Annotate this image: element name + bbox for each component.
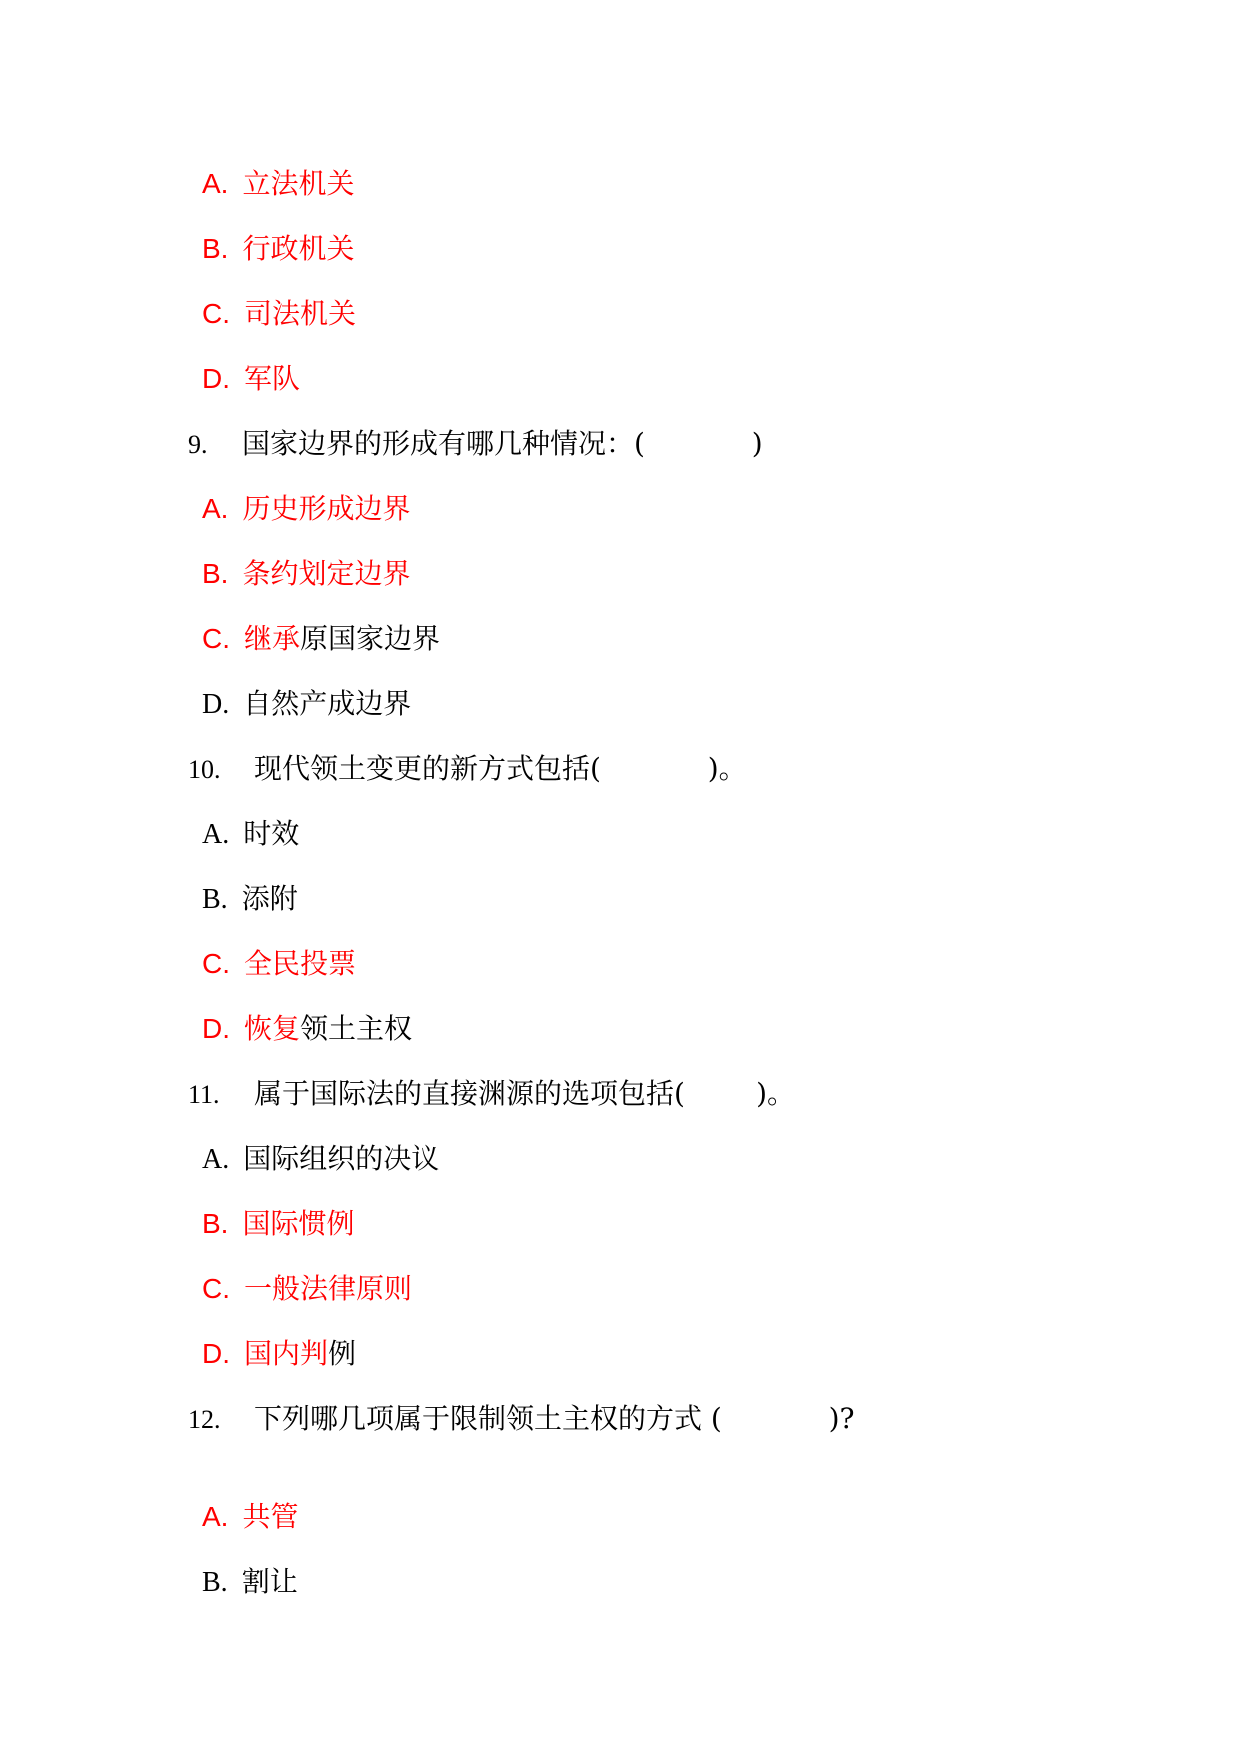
answer-option [202, 882, 298, 915]
highlighted-answer-text: 国际惯例 [242, 1207, 355, 1240]
question-text: 国家边界的形成有哪几种情况：( ) [242, 427, 763, 460]
option-letter: A. [202, 1501, 229, 1532]
question-stem [188, 1402, 855, 1435]
question-text: 现代领土变更的新方式包括( )。 [254, 752, 747, 785]
option-letter: C. [202, 1273, 230, 1304]
question-text: 属于国际法的直接渊源的选项包括( )。 [254, 1077, 796, 1110]
answer-option [202, 167, 355, 200]
answer-option [202, 362, 301, 395]
option-text: 原国家边界 [300, 622, 441, 655]
question-stem [188, 1077, 796, 1110]
option-text: 割让 [241, 1565, 298, 1598]
option-letter: A. [202, 819, 230, 850]
answer-option [202, 557, 411, 590]
option-letter: C. [202, 298, 230, 329]
highlighted-answer-text: 历史形成边界 [242, 492, 411, 525]
option-letter: A. [202, 1144, 230, 1175]
answer-option [202, 1012, 413, 1045]
highlighted-answer-text: 继承 [244, 622, 301, 655]
answer-option [202, 1207, 355, 1240]
option-text: 例 [328, 1337, 357, 1370]
option-letter: B. [202, 1208, 229, 1239]
question-stem [188, 427, 763, 460]
question-number: 12. [188, 1405, 221, 1434]
answer-option [202, 622, 441, 655]
option-letter: D. [202, 689, 230, 720]
highlighted-answer-text: 共管 [242, 1500, 299, 1533]
option-letter: D. [202, 1013, 230, 1044]
option-letter: B. [202, 233, 229, 264]
option-text: 自然产成边界 [243, 687, 412, 720]
option-letter: B. [202, 884, 228, 915]
highlighted-answer-text: 全民投票 [244, 947, 357, 980]
answer-option [202, 492, 411, 525]
answer-option [202, 297, 357, 330]
question-stem [188, 752, 747, 785]
option-text: 时效 [243, 817, 300, 850]
highlighted-answer-text: 军队 [244, 362, 301, 395]
answer-option [202, 1500, 299, 1533]
answer-option [202, 1142, 440, 1175]
option-text: 添附 [241, 882, 298, 915]
highlighted-answer-text: 行政机关 [242, 232, 355, 265]
highlighted-answer-text: 条约划定边界 [242, 557, 411, 590]
answer-option [202, 947, 357, 980]
answer-option [202, 817, 300, 850]
option-letter: B. [202, 558, 229, 589]
option-text: 国际组织的决议 [243, 1142, 440, 1175]
question-number: 9. [188, 430, 208, 459]
highlighted-answer-text: 司法机关 [244, 297, 357, 330]
option-letter: D. [202, 363, 230, 394]
option-letter: A. [202, 493, 229, 524]
option-text: 领土主权 [300, 1012, 413, 1045]
highlighted-answer-text: 恢复 [244, 1012, 301, 1045]
answer-option [202, 232, 355, 265]
option-letter: C. [202, 623, 230, 654]
answer-option [202, 1272, 413, 1305]
option-letter: C. [202, 948, 230, 979]
answer-option [202, 687, 412, 720]
highlighted-answer-text: 一般法律原则 [244, 1272, 413, 1305]
option-letter: A. [202, 168, 229, 199]
highlighted-answer-text: 国内判 [244, 1337, 329, 1370]
option-letter: D. [202, 1338, 230, 1369]
question-number: 10. [188, 755, 221, 784]
highlighted-answer-text: 立法机关 [242, 167, 355, 200]
question-text: 下列哪几项属于限制领土主权的方式 ( )? [254, 1402, 855, 1435]
answer-option [202, 1337, 357, 1370]
question-number: 11. [188, 1080, 220, 1109]
answer-option [202, 1565, 298, 1598]
option-letter: B. [202, 1567, 228, 1598]
